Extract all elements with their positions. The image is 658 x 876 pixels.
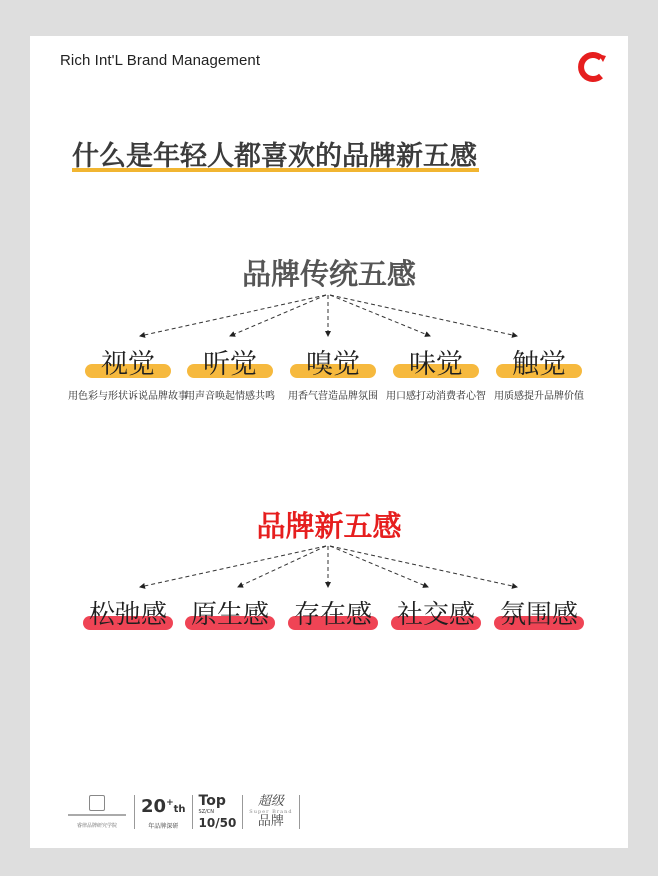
super-brand-badge	[249, 795, 292, 829]
new-sense-item	[273, 594, 393, 631]
page-title-block	[72, 134, 477, 173]
anniv-caption: 年品牌深研	[148, 823, 179, 830]
new-sense-word: 松弛感	[88, 600, 167, 630]
academy-seal	[66, 795, 128, 829]
sense-word: 触觉	[512, 349, 566, 380]
anniv-plus: +	[166, 798, 174, 808]
arrow-new-4	[330, 546, 428, 587]
new-sense-item	[376, 594, 496, 631]
anniv-suffix: th	[173, 804, 186, 815]
page-card	[30, 36, 628, 848]
footer-divider	[299, 795, 300, 829]
sense-desc: 用质感提升品牌价值	[494, 391, 584, 402]
new-sense-item	[479, 594, 599, 631]
sense-item	[376, 342, 496, 402]
brand-name: Rich Int'L Brand Management	[60, 52, 261, 69]
sense-desc: 用口感打动消费者心智	[386, 391, 486, 402]
sense-desc: 用色彩与形状诉说品牌故事	[68, 391, 188, 402]
sense-item	[273, 342, 393, 402]
traditional-heading: 品牌传统五感	[241, 257, 416, 291]
sense-desc: 用声音唤起情感共鸣	[185, 391, 275, 402]
footer-logos	[66, 792, 306, 832]
new-senses-heading: 品牌新五感	[256, 509, 402, 543]
top-sub: SZ/CN	[198, 808, 215, 815]
sense-word: 听觉	[203, 349, 257, 380]
footer-divider	[134, 795, 135, 829]
page-title: 什么是年轻人都喜欢的品牌新五感	[72, 141, 477, 172]
new-sense-word: 存在感	[293, 600, 372, 630]
top-ranking-badge	[198, 792, 237, 830]
sense-desc: 用香气营造品牌氛围	[288, 391, 378, 402]
anniversary-badge	[141, 794, 186, 830]
top-rank: 10/50	[198, 815, 237, 830]
new-sense-word: 原生感	[190, 600, 269, 630]
arrow-trad-2	[230, 295, 326, 336]
super-brand-c: 品牌	[257, 814, 284, 829]
sense-item	[170, 342, 290, 402]
sense-word: 嗅觉	[306, 349, 360, 380]
arrow-new-2	[238, 546, 326, 587]
new-sense-word: 社交感	[396, 600, 475, 630]
sense-item	[479, 342, 599, 402]
arrow-trad-1	[140, 295, 326, 336]
arrow-trad-4	[330, 295, 430, 336]
seal-caption: 睿律品牌研究学院	[76, 823, 117, 829]
sense-word: 视觉	[101, 349, 155, 380]
footer-divider	[192, 795, 193, 829]
super-brand-a: 超级	[257, 794, 284, 809]
seal-divider	[68, 814, 126, 816]
arrow-trad-5	[330, 295, 517, 336]
anniv-number: 20	[141, 796, 167, 817]
new-sense-item	[170, 594, 290, 631]
arrow-new-1	[140, 546, 326, 587]
footer-divider	[242, 795, 243, 829]
new-sense-word: 氛围感	[499, 600, 578, 630]
arrow-new-5	[330, 546, 517, 587]
super-brand-b: Super Brand	[249, 809, 293, 815]
sense-word: 味觉	[409, 349, 463, 380]
academy-emblem-icon	[89, 795, 105, 811]
top-label: Top	[198, 792, 226, 809]
